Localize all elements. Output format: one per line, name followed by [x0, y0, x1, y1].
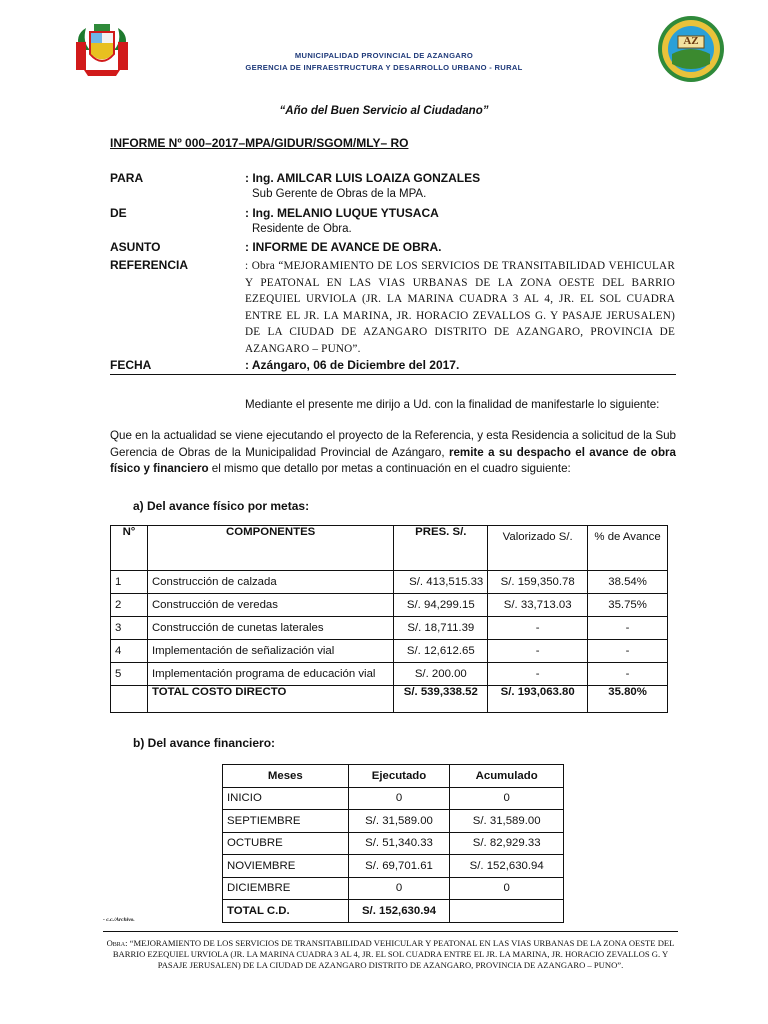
asunto-value: : INFORME DE AVANCE DE OBRA.: [245, 240, 442, 254]
table-row: [111, 663, 668, 686]
header-divider: [110, 374, 676, 375]
cell: S/. 33,713.03: [488, 594, 588, 617]
cell: 1: [111, 571, 148, 594]
cell: S/. 18,711.39: [394, 617, 488, 640]
table-row: [223, 855, 564, 878]
body-paragraph-start: Que en la actualidad se viene ejecutando el proyecto de la Referencia, y esta Residencia a solicitud de la Sub Gerencia de Obras de la Municipalidad Provincial de Azángaro,: [110, 429, 676, 459]
table-header-row: [223, 765, 564, 788]
footer-divider: [103, 931, 678, 932]
cell: S/. 31,589.00: [450, 810, 564, 833]
cell: NOVIEMBRE: [223, 855, 349, 878]
cell: 38.54%: [588, 571, 668, 594]
header-cell: N°: [111, 526, 148, 571]
asunto-label: ASUNTO: [110, 240, 161, 254]
fecha-value: : Azángaro, 06 de Diciembre del 2017.: [245, 358, 460, 372]
referencia-value: : Obra “MEJORAMIENTO DE LOS SERVICIOS DE TRANSITABILIDAD VEHICULAR Y PEATONAL EN LAS VIAS URBANAS DE LA ZONA OESTE DEL BARRIO EZEQUIEL URVIOLA (JR. LA MARINA CUADRA 3 AL 4, JR. EL SOL CUADRA ENTRE EL JR. LA MARINA, JR. HORACIO ZEVALLOS G. Y PASAJE JERUSALEN) DE LA CIUDAD DE AZANGARO DISTRITO DE AZANGARO, PROVINCIA DE AZANGARO – PUNO”.: [245, 260, 675, 355]
body-paragraph-end: el mismo que detallo por metas a continuación en el cuadro siguiente:: [208, 462, 571, 475]
physical-progress-table: [110, 525, 668, 713]
header-cell: Meses: [223, 765, 349, 788]
header-cell: PRES. S/.: [394, 526, 488, 571]
cell: [111, 686, 148, 713]
cell: -: [588, 640, 668, 663]
section-b-title: b) Del avance financiero:: [133, 736, 276, 750]
cell: DICIEMBRE: [223, 877, 349, 900]
cell: S/. 82,929.33: [450, 832, 564, 855]
cell: S/. 413,515.33: [394, 571, 488, 594]
footer-text: “MEJORAMIENTO DE LOS SERVICIOS DE TRANSITABILIDAD VEHICULAR Y PEATONAL EN LAS VIAS URBANAS DE LA ZONA OESTE DEL BARRIO EZEQUIEL URVIOLA (JR. LA MARINA CUADRA 3 AL 4, JR. EL SOL CUADRA ENTRE EL JR. LA MARINA, JR. HORACIO ZEVALLOS G. Y PASAJE JERUSALEN) DE LA CIUDAD DE AZANGARO DISTRITO DE AZANGARO, PROVINCIA DE AZANGARO – PUNO”.: [112, 938, 675, 970]
municipal-seal-logo: [656, 14, 726, 84]
fecha-label: FECHA: [110, 358, 152, 372]
org-name-line1: MUNICIPALIDAD PROVINCIAL DE AZANGARO: [294, 51, 474, 60]
body-paragraph: [110, 428, 676, 478]
body-paragraph-bold: remite a su despacho el avance de obra físico y financiero: [110, 445, 676, 475]
cell: S/. 12,612.65: [394, 640, 488, 663]
cell: -: [488, 617, 588, 640]
table-row: [111, 571, 668, 594]
total-budget: S/. 539,338.52: [394, 686, 488, 713]
de-value: : Ing. MELANIO LUQUE YTUSACA: [245, 206, 439, 220]
table-header-row: [111, 526, 668, 571]
total-label: TOTAL C.D.: [223, 900, 349, 923]
total-executed: S/. 152,630.94: [348, 900, 450, 923]
cell: 0: [348, 877, 450, 900]
table-row: [111, 617, 668, 640]
table-row: [223, 832, 564, 855]
cell: 3: [111, 617, 148, 640]
cell: S/. 51,340.33: [348, 832, 450, 855]
referencia-label: REFERENCIA: [110, 258, 189, 272]
motto: “Año del Buen Servicio al Ciudadano”: [279, 105, 489, 117]
cell: 35.75%: [588, 594, 668, 617]
header-cell: Acumulado: [450, 765, 564, 788]
header-cell: Ejecutado: [348, 765, 450, 788]
cell: INICIO: [223, 787, 349, 810]
cell: S/. 94,299.15: [394, 594, 488, 617]
seal-letters: AZ: [683, 35, 699, 47]
cell: 0: [450, 787, 564, 810]
table-row: [223, 877, 564, 900]
cell: Construcción de veredas: [147, 594, 393, 617]
cell: 5: [111, 663, 148, 686]
footer-project-note: [103, 938, 678, 971]
cell: 2: [111, 594, 148, 617]
intro-paragraph: Mediante el presente me dirijo a Ud. con la finalidad de manifestarle lo siguiente:: [245, 398, 660, 411]
cell: SEPTIEMBRE: [223, 810, 349, 833]
para-value: : Ing. AMILCAR LUIS LOAIZA GONZALES: [245, 171, 481, 185]
de-subtitle: Residente de Obra.: [252, 223, 352, 235]
cell: -: [588, 663, 668, 686]
report-title: INFORME Nº 000–2017–MPA/GIDUR/SGOM/MLY– RO: [110, 136, 409, 150]
cell: S/. 152,630.94: [450, 855, 564, 878]
cell: S/. 69,701.61: [348, 855, 450, 878]
header-cell: COMPONENTES: [147, 526, 393, 571]
cell: Construcción de cunetas laterales: [147, 617, 393, 640]
cell: -: [588, 617, 668, 640]
total-accumulated: [450, 900, 564, 923]
table-row: [111, 594, 668, 617]
total-label: TOTAL COSTO DIRECTO: [147, 686, 393, 713]
cell: OCTUBRE: [223, 832, 349, 855]
para-subtitle: Sub Gerente de Obras de la MPA.: [252, 188, 427, 200]
table-total-row: [223, 900, 564, 923]
cell: -: [488, 640, 588, 663]
cell: S/. 31,589.00: [348, 810, 450, 833]
total-percent: 35.80%: [588, 686, 668, 713]
cell: 0: [348, 787, 450, 810]
footer-label: Obra:: [106, 938, 128, 948]
table-row: [111, 640, 668, 663]
cell: Implementación programa de educación vial: [147, 663, 393, 686]
header-cell: Valorizado S/.: [488, 526, 588, 571]
cell: Implementación de señalización vial: [147, 640, 393, 663]
cell: S/. 159,350.78: [488, 571, 588, 594]
table-total-row: [111, 686, 668, 713]
org-name-line2: GERENCIA DE INFRAESTRUCTURA Y DESARROLLO URBANO - RURAL: [245, 63, 523, 72]
cell: 0: [450, 877, 564, 900]
header-cell: % de Avance: [588, 526, 668, 571]
cell: Construcción de calzada: [147, 571, 393, 594]
de-label: DE: [110, 206, 127, 220]
table-row: [223, 810, 564, 833]
para-label: PARA: [110, 171, 144, 185]
cell: 4: [111, 640, 148, 663]
section-a-title: a) Del avance físico por metas:: [133, 499, 310, 513]
cc-archive-note: - c.c./Archivo.: [103, 917, 135, 923]
cell: -: [488, 663, 588, 686]
financial-progress-table: [222, 764, 564, 923]
total-valued: S/. 193,063.80: [488, 686, 588, 713]
cell: S/. 200.00: [394, 663, 488, 686]
table-row: [223, 787, 564, 810]
